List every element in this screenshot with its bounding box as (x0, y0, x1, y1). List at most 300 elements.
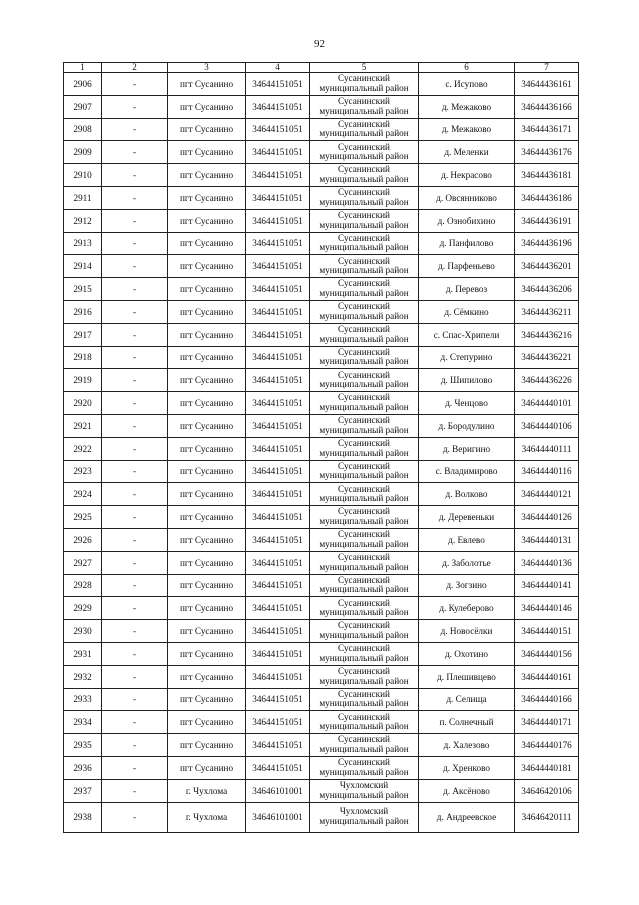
table-row (64, 734, 579, 757)
column-2-cell: - (102, 802, 168, 832)
row-number-cell: 2920 (64, 392, 102, 415)
settlement-name-cell: д. Степурино (419, 346, 515, 369)
column-header-4: 4 (246, 63, 310, 73)
settlement-name-cell: д. Халезово (419, 734, 515, 757)
settlement-name-cell: с. Исупово (419, 73, 515, 96)
row-number-cell: 2910 (64, 164, 102, 187)
admin-center-cell: пгт Сусанино (168, 141, 246, 164)
settlement-name-cell: д. Ченцово (419, 392, 515, 415)
district-type: муниципальный район (319, 379, 409, 390)
district-cell (310, 209, 419, 232)
admin-center-code-cell: 34644151051 (246, 437, 310, 460)
table-row (64, 506, 579, 529)
column-2-cell: - (102, 711, 168, 734)
settlement-code-cell: 34644436171 (515, 118, 579, 141)
district-name: Сусанинский (338, 346, 390, 357)
table-row (64, 186, 579, 209)
column-2-cell: - (102, 460, 168, 483)
admin-center-code-cell: 34644151051 (246, 255, 310, 278)
table-header (64, 63, 579, 73)
district-type: муниципальный район (319, 356, 409, 367)
district-name: Сусанинский (338, 529, 390, 540)
table-row (64, 278, 579, 301)
district-type: муниципальный район (319, 242, 409, 253)
admin-center-cell: г. Чухлома (168, 779, 246, 802)
settlement-code-cell: 34644440121 (515, 483, 579, 506)
district-name: Сусанинский (338, 506, 390, 517)
admin-center-cell: пгт Сусанино (168, 551, 246, 574)
district-cell (310, 802, 419, 832)
page-number: 92 (314, 38, 325, 50)
column-header-1: 1 (64, 63, 102, 73)
admin-center-cell: пгт Сусанино (168, 323, 246, 346)
row-number-cell: 2906 (64, 73, 102, 96)
district-name: Сусанинский (338, 278, 390, 289)
district-type: муниципальный район (319, 219, 409, 230)
district-name: Сусанинский (338, 711, 390, 722)
admin-center-code-cell: 34644151051 (246, 460, 310, 483)
settlement-name-cell: д. Некрасово (419, 164, 515, 187)
district-cell (310, 597, 419, 620)
row-number-cell: 2937 (64, 779, 102, 802)
district-name: Сусанинский (338, 757, 390, 768)
row-number-cell: 2919 (64, 369, 102, 392)
district-cell (310, 711, 419, 734)
table-row (64, 118, 579, 141)
district-name: Сусанинский (338, 255, 390, 266)
district-name: Сусанинский (338, 734, 390, 745)
district-name: Сусанинский (338, 96, 390, 107)
district-cell (310, 574, 419, 597)
table-row (64, 346, 579, 369)
settlement-name-cell: д. Парфеньево (419, 255, 515, 278)
settlement-name-cell: д. Перевоз (419, 278, 515, 301)
row-number-cell: 2918 (64, 346, 102, 369)
row-number-cell: 2913 (64, 232, 102, 255)
column-2-cell: - (102, 300, 168, 323)
column-2-cell: - (102, 118, 168, 141)
settlement-name-cell: с. Владимирово (419, 460, 515, 483)
admin-center-code-cell: 34644151051 (246, 118, 310, 141)
row-number-cell: 2927 (64, 551, 102, 574)
district-type: муниципальный район (319, 675, 409, 686)
column-2-cell: - (102, 506, 168, 529)
admin-center-cell: г. Чухлома (168, 802, 246, 832)
admin-center-code-cell: 34644151051 (246, 574, 310, 597)
settlement-name-cell: д. Ознобихино (419, 209, 515, 232)
admin-center-code-cell: 34644151051 (246, 711, 310, 734)
settlement-name-cell: д. Аксёново (419, 779, 515, 802)
settlement-code-cell: 34644440146 (515, 597, 579, 620)
column-2-cell: - (102, 346, 168, 369)
district-name: Сусанинский (338, 643, 390, 654)
district-type: муниципальный район (319, 402, 409, 413)
settlement-code-cell: 34644436181 (515, 164, 579, 187)
table-row (64, 642, 579, 665)
column-2-cell: - (102, 414, 168, 437)
table-row (64, 300, 579, 323)
admin-center-cell: пгт Сусанино (168, 164, 246, 187)
admin-center-cell: пгт Сусанино (168, 346, 246, 369)
column-2-cell: - (102, 528, 168, 551)
district-type: муниципальный район (319, 151, 409, 162)
row-number-cell: 2934 (64, 711, 102, 734)
settlement-name-cell: д. Заболотье (419, 551, 515, 574)
district-type: муниципальный район (319, 561, 409, 572)
district-cell (310, 186, 419, 209)
district-type: муниципальный район (319, 816, 409, 826)
district-type: муниципальный район (319, 174, 409, 185)
settlement-code-cell: 34644440141 (515, 574, 579, 597)
table-row (64, 711, 579, 734)
settlement-name-cell: д. Бородулино (419, 414, 515, 437)
district-name: Сусанинский (338, 574, 390, 585)
row-number-cell: 2914 (64, 255, 102, 278)
row-number-cell: 2932 (64, 665, 102, 688)
column-2-cell: - (102, 688, 168, 711)
row-number-cell: 2928 (64, 574, 102, 597)
header-row (64, 63, 579, 73)
district-type: муниципальный район (319, 310, 409, 321)
table-row (64, 597, 579, 620)
admin-center-code-cell: 34644151051 (246, 95, 310, 118)
settlement-name-cell: д. Плешивцево (419, 665, 515, 688)
column-2-cell: - (102, 95, 168, 118)
column-header-3: 3 (168, 63, 246, 73)
district-cell (310, 551, 419, 574)
row-number-cell: 2933 (64, 688, 102, 711)
settlement-code-cell: 34644440156 (515, 642, 579, 665)
admin-center-cell: пгт Сусанино (168, 255, 246, 278)
settlement-name-cell: д. Селища (419, 688, 515, 711)
column-2-cell: - (102, 483, 168, 506)
admin-center-code-cell: 34644151051 (246, 688, 310, 711)
admin-center-cell: пгт Сусанино (168, 734, 246, 757)
admin-center-cell: пгт Сусанино (168, 756, 246, 779)
settlement-code-cell: 34644436226 (515, 369, 579, 392)
admin-center-code-cell: 34644151051 (246, 642, 310, 665)
district-cell (310, 118, 419, 141)
district-cell (310, 255, 419, 278)
row-number-cell: 2930 (64, 620, 102, 643)
district-cell (310, 278, 419, 301)
table-body (64, 73, 579, 833)
row-number-cell: 2915 (64, 278, 102, 301)
admin-center-code-cell: 34644151051 (246, 164, 310, 187)
admin-center-code-cell: 34644151051 (246, 734, 310, 757)
settlement-code-cell: 34644440111 (515, 437, 579, 460)
column-2-cell: - (102, 73, 168, 96)
settlement-code-cell: 34646420106 (515, 779, 579, 802)
district-name: Сусанинский (338, 597, 390, 608)
district-name: Сусанинский (338, 118, 390, 129)
table-row (64, 779, 579, 802)
district-type: муниципальный район (319, 470, 409, 481)
row-number-cell: 2922 (64, 437, 102, 460)
district-name: Сусанинский (338, 73, 390, 84)
settlement-code-cell: 34644436211 (515, 300, 579, 323)
district-name: Сусанинский (338, 666, 390, 677)
district-cell (310, 483, 419, 506)
table-row (64, 209, 579, 232)
settlements-table (63, 62, 579, 833)
table-row (64, 756, 579, 779)
column-2-cell: - (102, 323, 168, 346)
admin-center-cell: пгт Сусанино (168, 688, 246, 711)
admin-center-cell: пгт Сусанино (168, 574, 246, 597)
row-number-cell: 2907 (64, 95, 102, 118)
district-cell (310, 688, 419, 711)
district-name: Сусанинский (338, 324, 390, 335)
district-cell (310, 642, 419, 665)
district-cell (310, 346, 419, 369)
district-name: Сусанинский (338, 620, 390, 631)
settlement-name-cell: с. Спас-Хрипели (419, 323, 515, 346)
district-type: муниципальный район (319, 333, 409, 344)
district-name: Сусанинский (338, 415, 390, 426)
district-name: Сусанинский (338, 460, 390, 471)
admin-center-cell: пгт Сусанино (168, 711, 246, 734)
admin-center-code-cell: 34644151051 (246, 186, 310, 209)
district-cell (310, 73, 419, 96)
district-cell (310, 164, 419, 187)
table-row (64, 551, 579, 574)
admin-center-code-cell: 34646101001 (246, 802, 310, 832)
district-name: Чухломский (339, 806, 389, 817)
table-row (64, 73, 579, 96)
admin-center-cell: пгт Сусанино (168, 483, 246, 506)
settlement-code-cell: 34644440106 (515, 414, 579, 437)
admin-center-code-cell: 34644151051 (246, 300, 310, 323)
row-number-cell: 2912 (64, 209, 102, 232)
settlement-name-cell: д. Новосёлки (419, 620, 515, 643)
settlement-code-cell: 34644440116 (515, 460, 579, 483)
settlement-name-cell: д. Веригино (419, 437, 515, 460)
district-cell (310, 141, 419, 164)
row-number-cell: 2917 (64, 323, 102, 346)
column-2-cell: - (102, 369, 168, 392)
table-row (64, 574, 579, 597)
admin-center-cell: пгт Сусанино (168, 437, 246, 460)
settlement-code-cell: 34644436201 (515, 255, 579, 278)
district-cell (310, 734, 419, 757)
admin-center-code-cell: 34644151051 (246, 392, 310, 415)
district-type: муниципальный район (319, 630, 409, 641)
column-header-2: 2 (102, 63, 168, 73)
district-cell (310, 232, 419, 255)
district-cell (310, 300, 419, 323)
admin-center-code-cell: 34644151051 (246, 346, 310, 369)
table-row (64, 323, 579, 346)
table-row (64, 528, 579, 551)
column-2-cell: - (102, 392, 168, 415)
admin-center-code-cell: 34646101001 (246, 779, 310, 802)
table-row (64, 460, 579, 483)
column-2-cell: - (102, 665, 168, 688)
district-cell (310, 506, 419, 529)
table-row (64, 164, 579, 187)
table-row (64, 95, 579, 118)
district-name: Сусанинский (338, 483, 390, 494)
district-name: Сусанинский (338, 688, 390, 699)
row-number-cell: 2931 (64, 642, 102, 665)
row-number-cell: 2926 (64, 528, 102, 551)
district-type: муниципальный район (319, 196, 409, 207)
table-row (64, 437, 579, 460)
admin-center-code-cell: 34644151051 (246, 278, 310, 301)
settlement-name-cell: д. Межаково (419, 118, 515, 141)
admin-center-code-cell: 34644151051 (246, 323, 310, 346)
admin-center-cell: пгт Сусанино (168, 620, 246, 643)
settlement-name-cell: д. Кулеберово (419, 597, 515, 620)
district-type: муниципальный район (319, 607, 409, 618)
column-2-cell: - (102, 186, 168, 209)
settlement-code-cell: 34644436176 (515, 141, 579, 164)
district-cell (310, 95, 419, 118)
settlement-code-cell: 34644436166 (515, 95, 579, 118)
settlement-code-cell: 34644436221 (515, 346, 579, 369)
admin-center-cell: пгт Сусанино (168, 506, 246, 529)
settlement-code-cell: 34644440126 (515, 506, 579, 529)
column-2-cell: - (102, 620, 168, 643)
district-cell (310, 756, 419, 779)
district-type: муниципальный район (319, 265, 409, 276)
district-cell (310, 369, 419, 392)
row-number-cell: 2936 (64, 756, 102, 779)
admin-center-cell: пгт Сусанино (168, 528, 246, 551)
row-number-cell: 2908 (64, 118, 102, 141)
settlement-name-cell: д. Евлево (419, 528, 515, 551)
admin-center-cell: пгт Сусанино (168, 118, 246, 141)
admin-center-cell: пгт Сусанино (168, 300, 246, 323)
table-row (64, 369, 579, 392)
admin-center-code-cell: 34644151051 (246, 528, 310, 551)
district-type: муниципальный район (319, 584, 409, 595)
district-type: муниципальный район (319, 424, 409, 435)
district-name: Сусанинский (338, 438, 390, 449)
admin-center-cell: пгт Сусанино (168, 597, 246, 620)
table-row (64, 232, 579, 255)
settlement-code-cell: 34646420111 (515, 802, 579, 832)
settlement-name-cell: д. Деревеньки (419, 506, 515, 529)
district-type: муниципальный район (319, 744, 409, 754)
district-type: муниципальный район (319, 82, 409, 93)
district-name: Сусанинский (338, 552, 390, 563)
admin-center-cell: пгт Сусанино (168, 209, 246, 232)
district-type: муниципальный район (319, 447, 409, 458)
district-name: Сусанинский (338, 210, 390, 221)
settlement-name-cell: д. Сёмкино (419, 300, 515, 323)
district-cell (310, 528, 419, 551)
admin-center-cell: пгт Сусанино (168, 95, 246, 118)
district-type: муниципальный район (319, 105, 409, 116)
settlement-name-cell: д. Хренково (419, 756, 515, 779)
table-row (64, 141, 579, 164)
district-name: Сусанинский (338, 301, 390, 312)
row-number-cell: 2929 (64, 597, 102, 620)
district-type: муниципальный район (319, 128, 409, 139)
column-2-cell: - (102, 164, 168, 187)
district-type: муниципальный район (319, 538, 409, 549)
settlement-code-cell: 34644440101 (515, 392, 579, 415)
row-number-cell: 2923 (64, 460, 102, 483)
settlement-name-cell: д. Андреевское (419, 802, 515, 832)
settlement-code-cell: 34644440181 (515, 756, 579, 779)
column-2-cell: - (102, 734, 168, 757)
district-cell (310, 665, 419, 688)
settlement-name-cell: д. Шипилово (419, 369, 515, 392)
district-cell (310, 323, 419, 346)
column-2-cell: - (102, 255, 168, 278)
district-cell (310, 437, 419, 460)
row-number-cell: 2935 (64, 734, 102, 757)
table-row (64, 483, 579, 506)
admin-center-cell: пгт Сусанино (168, 414, 246, 437)
table-row (64, 665, 579, 688)
settlement-name-cell: д. Межаково (419, 95, 515, 118)
district-name: Сусанинский (338, 232, 390, 243)
admin-center-code-cell: 34644151051 (246, 141, 310, 164)
settlement-code-cell: 34644440136 (515, 551, 579, 574)
district-type: муниципальный район (319, 493, 409, 504)
row-number-cell: 2909 (64, 141, 102, 164)
table-row (64, 255, 579, 278)
admin-center-code-cell: 34644151051 (246, 551, 310, 574)
settlement-code-cell: 34644436186 (515, 186, 579, 209)
admin-center-cell: пгт Сусанино (168, 392, 246, 415)
settlement-name-cell: д. Охотино (419, 642, 515, 665)
settlement-name-cell: п. Солнечный (419, 711, 515, 734)
column-2-cell: - (102, 779, 168, 802)
admin-center-cell: пгт Сусанино (168, 73, 246, 96)
district-cell (310, 779, 419, 802)
column-2-cell: - (102, 209, 168, 232)
district-type: муниципальный район (319, 516, 409, 527)
admin-center-code-cell: 34644151051 (246, 665, 310, 688)
settlement-code-cell: 34644440161 (515, 665, 579, 688)
district-type: муниципальный район (319, 789, 409, 800)
admin-center-code-cell: 34644151051 (246, 597, 310, 620)
column-header-6: 6 (419, 63, 515, 73)
column-header-5: 5 (310, 63, 419, 73)
district-type: муниципальный район (319, 721, 409, 732)
admin-center-code-cell: 34644151051 (246, 232, 310, 255)
row-number-cell: 2911 (64, 186, 102, 209)
settlement-code-cell: 34644436206 (515, 278, 579, 301)
district-type: муниципальный район (319, 288, 409, 299)
admin-center-code-cell: 34644151051 (246, 506, 310, 529)
column-header-7: 7 (515, 63, 579, 73)
column-2-cell: - (102, 437, 168, 460)
district-name: Сусанинский (338, 141, 390, 152)
settlement-name-cell: д. Овсянниково (419, 186, 515, 209)
settlement-code-cell: 34644440176 (515, 734, 579, 757)
district-type: муниципальный район (319, 652, 409, 663)
column-2-cell: - (102, 574, 168, 597)
table-row (64, 688, 579, 711)
district-name: Сусанинский (338, 187, 390, 198)
table-row (64, 802, 579, 832)
row-number-cell: 2938 (64, 802, 102, 832)
district-name: Чухломский (339, 780, 389, 790)
admin-center-cell: пгт Сусанино (168, 665, 246, 688)
district-name: Сусанинский (338, 369, 390, 380)
settlement-code-cell: 34644440131 (515, 528, 579, 551)
admin-center-code-cell: 34644151051 (246, 414, 310, 437)
settlement-code-cell: 34644440171 (515, 711, 579, 734)
settlement-name-cell: д. Меленки (419, 141, 515, 164)
district-type: муниципальный район (319, 698, 409, 709)
